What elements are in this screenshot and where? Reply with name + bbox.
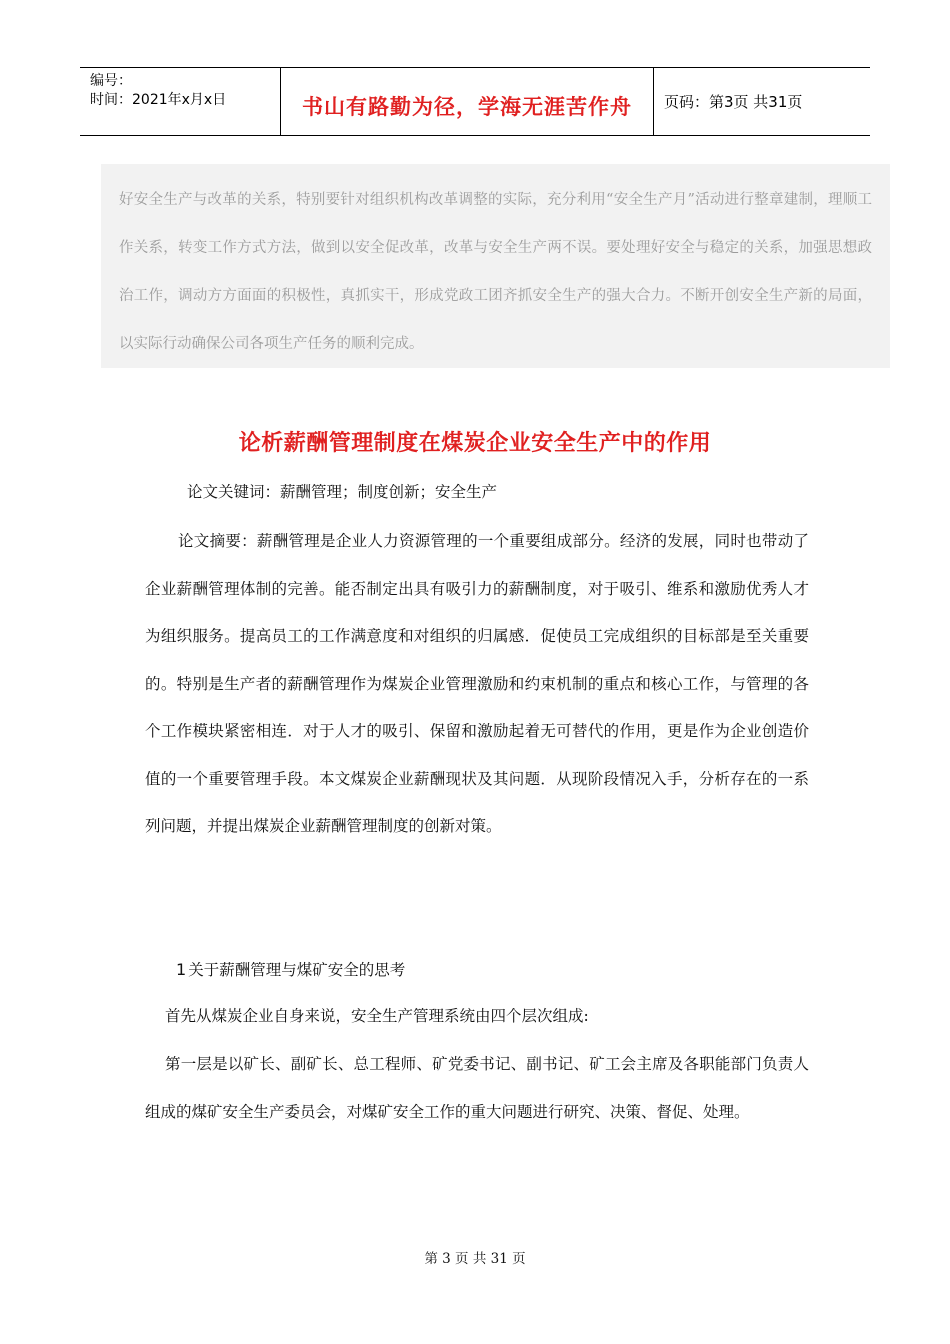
header-page-info xyxy=(654,68,870,135)
page-footer: 第 3 页 共 31 页 xyxy=(424,1251,526,1267)
paragraph-first-layer: 第一层是以矿长、副矿长、总工程师、矿党委书记、副书记、矿工会主席及各职能部门负责人组成的煤矿安全生产委员会，对煤矿安全工作的重大问题进行研究、决策、督促、处理。 xyxy=(145,1055,809,1121)
section-title: 关于薪酬管理与煤矿安全的思考 xyxy=(188,961,406,979)
article-keywords: 论文关键词：薪酬管理；制度创新；安全生产 xyxy=(187,483,498,501)
header-motto: 书山有路勤为径，学海无涯苦作舟 xyxy=(302,94,632,119)
header-page-number: 页码：第3页 共31页 xyxy=(664,93,803,111)
document-date: 时间：2021年x月x日 xyxy=(90,92,227,108)
article-abstract: 论文摘要：薪酬管理是企业人力资源管理的一个重要组成部分。经济的发展，同时也带动了企业薪酬管理体制的完善。能否制定出具有吸引力的薪酬制度，对于吸引、维系和激励优秀人才为组织服务。提高员工的工作满意度和对组织的归属感．促使员工完成组织的目标部是至关重要的。特别是生产者的薪酬管理作为煤炭企业管理激励和约束机制的重点和核心工作，与管理的各个工作模块紧密相连．对于人才的吸引、保留和激励起着无可替代的作用，更是作为企业创造价值的一个重要管理手段。本文煤炭企业薪酬现状及其问题．从现阶段情况入手，分析存在的一系列问题，并提出煤炭企业薪酬管理制度的创新对策。 xyxy=(145,532,809,835)
section-heading-1 xyxy=(176,958,405,980)
continuation-block xyxy=(101,164,890,368)
header-meta xyxy=(80,68,280,135)
document-number-label: 编号： xyxy=(90,73,132,89)
article-title: 论析薪酬管理制度在煤炭企业安全生产中的作用 xyxy=(238,431,712,456)
page-header xyxy=(80,67,870,136)
header-motto-cell xyxy=(280,68,654,135)
section-number: 1 xyxy=(176,960,187,979)
paragraph-intro: 首先从煤炭企业自身来说，安全生产管理系统由四个层次组成: xyxy=(165,1007,589,1025)
continuation-text: 好安全生产与改革的关系，特别要针对组织机构改革调整的实际，充分利用“安全生产月”活动进行整章建制，理顺工作关系，转变工作方式方法，做到以安全促改革，改革与安全生产两不误。要处理好安全与稳定的关系，加强思想政治工作，调动方方面面的积极性，真抓实干，形成党政工团齐抓安全生产的强大合力。不断开创安全生产新的局面，以实际行动确保公司各项生产任务的顺利完成。 xyxy=(119,192,872,352)
